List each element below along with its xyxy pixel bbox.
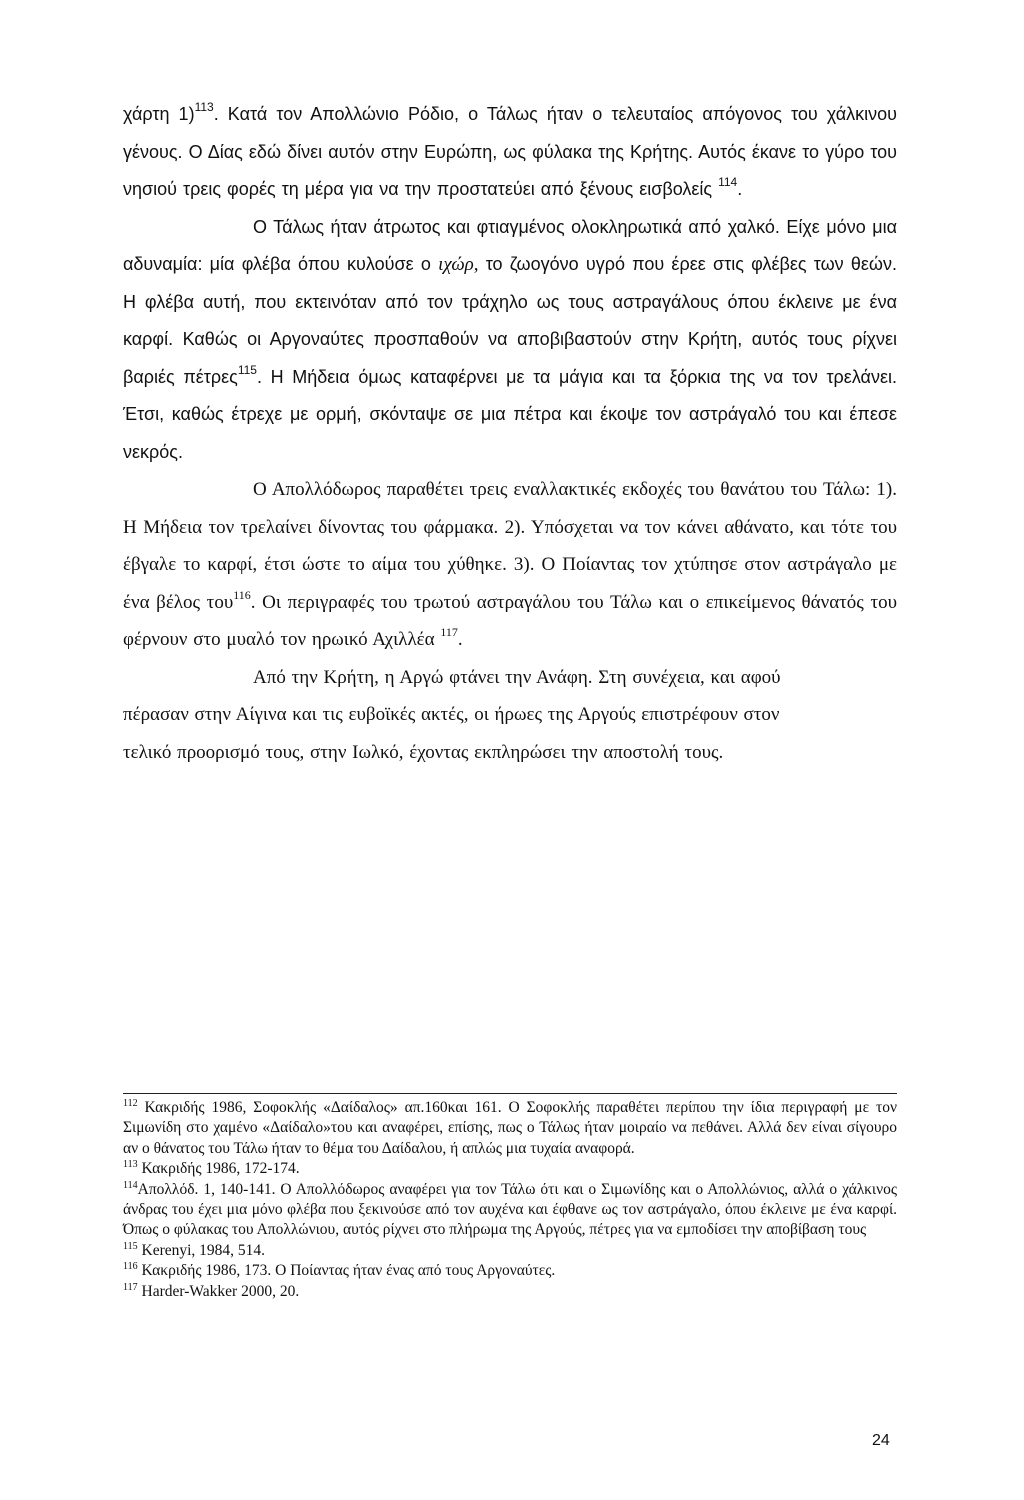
- text-run: χάρτη 1): [123, 104, 195, 124]
- footnote-number: 115: [123, 1240, 138, 1252]
- footnote-separator: [123, 1093, 897, 1094]
- footnote-number: 117: [123, 1281, 138, 1293]
- text-run: . Η Μήδεια όμως καταφέρνει με τα μάγια και τα ξόρκια της να τον τρελάνει. Έτσι, καθώς έτρεχε με ορμή, σκόνταψε σε μια πέτρα και έκοψε τον αστράγαλό του και έπεσε νεκρός.: [123, 366, 897, 462]
- footnote-text: Κακριδής 1986, 173. Ο Ποίαντας ήταν ένας από τους Αργοναύτες.: [137, 1262, 556, 1280]
- paragraph-3: [123, 471, 897, 659]
- footnote-114: [123, 1180, 897, 1241]
- text-line: πέρασαν στην Αίγινα και τις ευβοϊκές ακτές, οι ήρωες της Αργούς επιστρέφουν στον: [123, 704, 780, 725]
- footnote-ref-113[interactable]: 113: [194, 100, 214, 114]
- footnote-ref-117[interactable]: 117: [440, 625, 458, 639]
- footnote-ref-114[interactable]: 114: [718, 175, 738, 189]
- footnote-ref-116[interactable]: 116: [233, 587, 251, 602]
- paragraph-4: [123, 659, 897, 772]
- footnote-115: [123, 1241, 897, 1261]
- footnotes: [123, 1098, 897, 1302]
- text-run: . Οι περιγραφές του τρωτού αστραγάλου του Τάλω και ο επικείμενος θάνατός του φέρνουν στο μυαλό τον ηρωικό Αχιλλέα: [123, 591, 897, 650]
- footnote-number: 112: [123, 1098, 138, 1109]
- text-run: Ο Τάλως ήταν άτρωτος και φτιαγμένος ολοκληρωτικά από χαλκό. Είχε μόνο μια αδυναμία: μία φλέβα όπου κυλούσε ο: [123, 216, 897, 274]
- paragraph-2: [123, 209, 897, 472]
- paragraph-1: [123, 96, 897, 209]
- footnote-text: Κακριδής 1986, Σοφοκλής «Δαίδαλος» απ.160και 161. Ο Σοφοκλής παραθέτει περίπου την ίδια περιγραφή με τον Σιμωνίδη στο χαμένο «Δαίδαλο»του και αναφέρει, επίσης, πως ο Τάλως ήταν μοιραίο να πεθάνει. Αλλά δεν είναι σίγουρο αν ο θάνατος του Τάλω ήταν το θέμα του Δαίδαλου, ή απλώς μια τυχαία αναφορά.: [123, 1099, 897, 1157]
- text-run: .: [737, 179, 743, 199]
- footnote-112: [123, 1098, 897, 1159]
- page-number: 24: [872, 1432, 890, 1449]
- footnote-text: Harder-Wakker 2000, 20.: [137, 1282, 300, 1300]
- footnote-number: 114: [123, 1179, 138, 1191]
- footnote-ref-115[interactable]: 115: [237, 362, 257, 377]
- ichor-term: ιχώρ,: [438, 254, 479, 275]
- footnote-number: 116: [123, 1261, 138, 1273]
- text-run: .: [457, 629, 463, 650]
- footnote-text: Απολλόδ. 1, 140-141. Ο Απολλόδωρος αναφέρει για τον Τάλω ότι και ο Σιμωνίδης και ο Απολλώνιος, αλλά ο χάλκινος άνδρας του έχει μια μόνο φλέβα που ξεκινούσε από τον αυχένα και έφθανε ως τον αστράγαλο, όπου έκλεινε με ένα καρφί. Όπως ο φύλακας του Απολλώνιου, αυτός ρίχνει στο πλήρωμα της Αργούς, πέτρες για να εμποδίσει την αποβίβαση τους: [123, 1180, 897, 1239]
- footnote-117: [123, 1282, 897, 1302]
- footnote-text: Kerenyi, 1984, 514.: [137, 1241, 266, 1259]
- footnote-116: [123, 1261, 897, 1281]
- text-line: Από την Κρήτη, η Αργώ φτάνει την Ανάφη. Στη συνέχεια, και αφού: [253, 666, 781, 688]
- text-run: το ζωογόνο υγρό που έρεε στις φλέβες των θεών. Η φλέβα αυτή, που εκτεινόταν από τον τράχηλο ως τους αστραγάλους όπου έκλεινε με ένα καρφί. Καθώς οι Αργοναύτες προσπαθούν να αποβιβαστούν στην Κρήτη, αυτός τους ρίχνει βαριές πέτρες: [123, 254, 897, 387]
- text-line: τελικό προορισμό τους, στην Ιωλκό, έχοντας εκπληρώσει την αποστολή τους.: [123, 741, 724, 763]
- text-run: Ο Απολλόδωρος παραθέτει τρεις εναλλακτικές εκδοχές του θανάτου του Τάλω: 1). Η Μήδεια τον τρελαίνει δίνοντας του φάρμακα. 2). Υπόσχεται να τον κάνει αθάνατο, και τότε του έβγαλε το καρφί, έτσι ώστε το αίμα του χύθηκε. 3). Ο Ποίαντας τον χτύπησε στον αστράγαλο με ένα βέλος του: [123, 479, 897, 613]
- footnote-text: Κακριδής 1986, 172-174.: [137, 1160, 300, 1178]
- footnote-113: [123, 1159, 897, 1179]
- text-run: . Κατά τον Απολλώνιο Ρόδιο, ο Τάλως ήταν ο τελευταίος απόγονος του χάλκινου γένους. Ο Δίας εδώ δίνει αυτόν στην Ευρώπη, ως φύλακα της Κρήτης. Αυτός έκανε το γύρο του νησιού τρεις φορές τη μέρα για να την προστατεύει από ξένους εισβολείς: [123, 104, 898, 199]
- main-text: [123, 96, 897, 771]
- footnote-number: 113: [123, 1159, 138, 1171]
